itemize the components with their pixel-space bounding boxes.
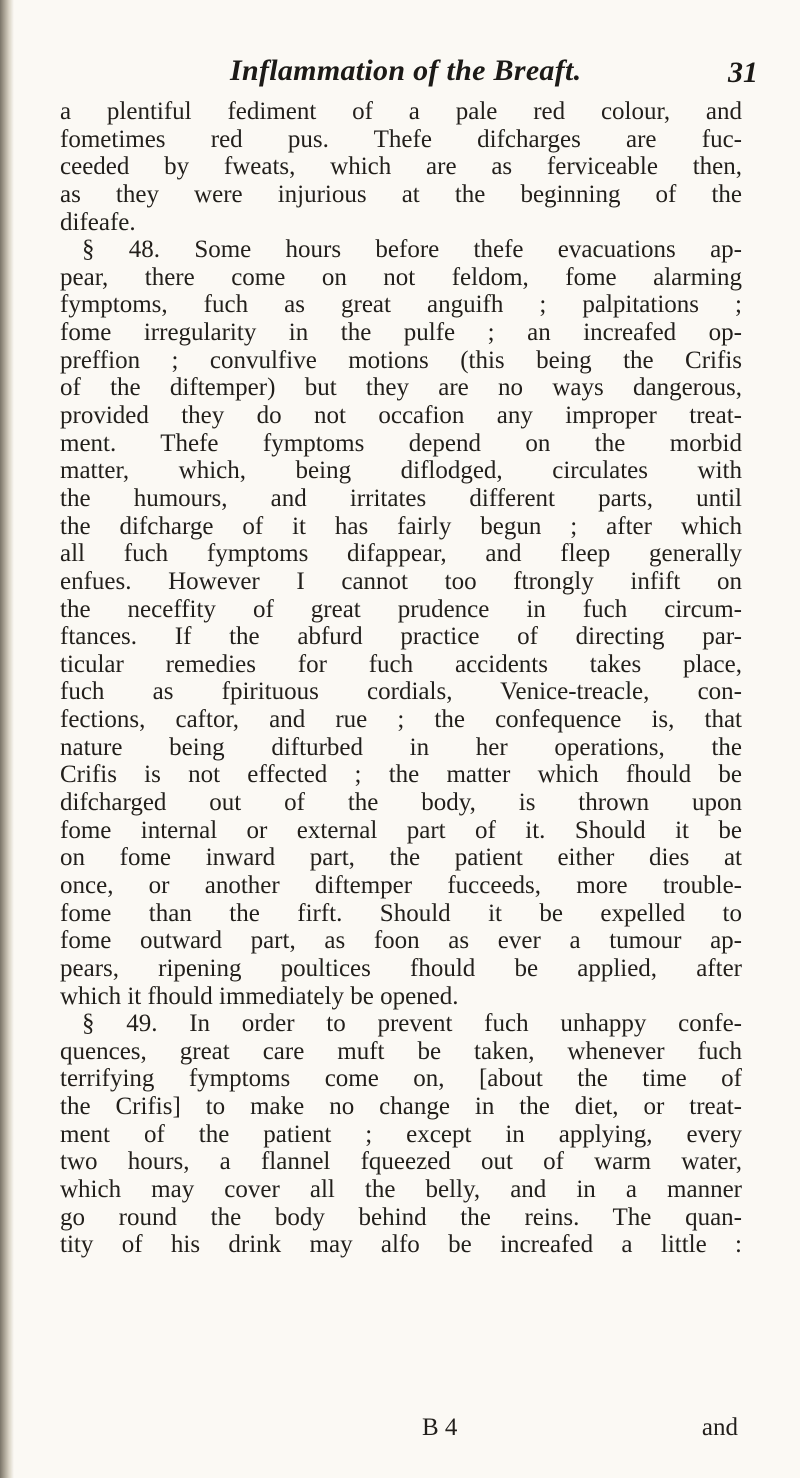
text-line: fymptoms, fuch as great anguifh ; palpitations ; bbox=[60, 291, 742, 319]
paragraph-48-start: § 48. Some hours before thefe evacuations ap- bbox=[82, 236, 742, 264]
signature-mark: B 4 bbox=[422, 1414, 458, 1441]
text-line: enfues. However I cannot too ftrongly infift on bbox=[60, 567, 742, 595]
text-line: ceeded by fweats, which are as ferviceable then, bbox=[60, 153, 742, 181]
text-line: tity of his drink may alfo be increafed a little : bbox=[60, 1231, 742, 1259]
text-line: nature being difturbed in her operations, the bbox=[60, 733, 742, 761]
text-line: two hours, a flannel fqueezed out of warm water, bbox=[60, 1148, 742, 1176]
text-line: fuch as fpirituous cordials, Venice-treacle, con- bbox=[60, 678, 742, 706]
page-number: 31 bbox=[728, 56, 758, 89]
page-gutter-shadow bbox=[0, 0, 14, 1478]
text-line: which may cover all the belly, and in a manner bbox=[60, 1175, 742, 1203]
text-line: fome internal or external part of it. Should it be bbox=[60, 816, 742, 844]
text-line: quences, great care muft be taken, whenever fuch bbox=[60, 1037, 742, 1065]
text-line: which it fhould immediately be opened. bbox=[60, 982, 459, 1010]
text-line: fections, caftor, and rue ; the confequence is, that bbox=[60, 706, 742, 734]
text-line: the Crifis] to make no change in the diet, or treat- bbox=[60, 1093, 742, 1121]
text-line: pears, ripening poultices fhould be applied, after bbox=[60, 954, 742, 982]
text-line: terrifying fymptoms come on, [about the time of bbox=[60, 1065, 742, 1093]
text-line: fome irregularity in the pulfe ; an increafed op- bbox=[60, 319, 742, 347]
running-head bbox=[60, 54, 760, 104]
text-line: ftances. If the abfurd practice of directing par- bbox=[60, 623, 742, 651]
text-line: ticular remedies for fuch accidents takes place, bbox=[60, 650, 742, 678]
text-line: a plentiful fediment of a pale red colour, and bbox=[60, 98, 742, 125]
text-line: provided they do not occafion any improper treat- bbox=[60, 402, 742, 430]
text-line: fometimes red pus. Thefe difcharges are fuc- bbox=[60, 125, 742, 153]
catchword: and bbox=[701, 1414, 738, 1441]
text-line: go round the body behind the reins. The quan- bbox=[60, 1203, 742, 1231]
text-line: the difcharge of it has fairly begun ; after which bbox=[60, 512, 742, 540]
paragraph-49-start: § 49. In order to prevent fuch unhappy confe- bbox=[82, 1010, 742, 1038]
text-line: preffion ; convulfive motions (this being the Crifis bbox=[60, 346, 742, 374]
page-footer bbox=[60, 1414, 742, 1444]
text-line: ment. Thefe fymptoms depend on the morbid bbox=[60, 429, 742, 457]
text-line: all fuch fymptoms difappear, and fleep generally bbox=[60, 540, 742, 568]
text-line: fome outward part, as foon as ever a tumour ap- bbox=[60, 927, 742, 955]
text-line: of the diftemper) but they are no ways dangerous, bbox=[60, 374, 742, 402]
text-line: pear, there come on not feldom, fome alarming bbox=[60, 263, 742, 291]
text-line: as they were injurious at the beginning of the bbox=[60, 180, 742, 208]
running-title: Inflammation of the Breaft. bbox=[230, 54, 582, 87]
text-line: difcharged out of the body, is thrown upon bbox=[60, 789, 742, 817]
text-line: fome than the firft. Should it be expelled to bbox=[60, 899, 742, 927]
text-line: once, or another diftemper fucceeds, more trouble- bbox=[60, 871, 742, 899]
text-line: difeafe. bbox=[60, 208, 136, 236]
body-text bbox=[60, 98, 742, 1259]
text-line: on fome inward part, the patient either dies at bbox=[60, 844, 742, 872]
text-line: ment of the patient ; except in applying, every bbox=[60, 1120, 742, 1148]
text-line: the humours, and irritates different parts, until bbox=[60, 484, 742, 512]
text-line: matter, which, being diflodged, circulates with bbox=[60, 457, 742, 485]
text-line: Crifis is not effected ; the matter which fhould be bbox=[60, 761, 742, 789]
text-line: the neceffity of great prudence in fuch circum- bbox=[60, 595, 742, 623]
